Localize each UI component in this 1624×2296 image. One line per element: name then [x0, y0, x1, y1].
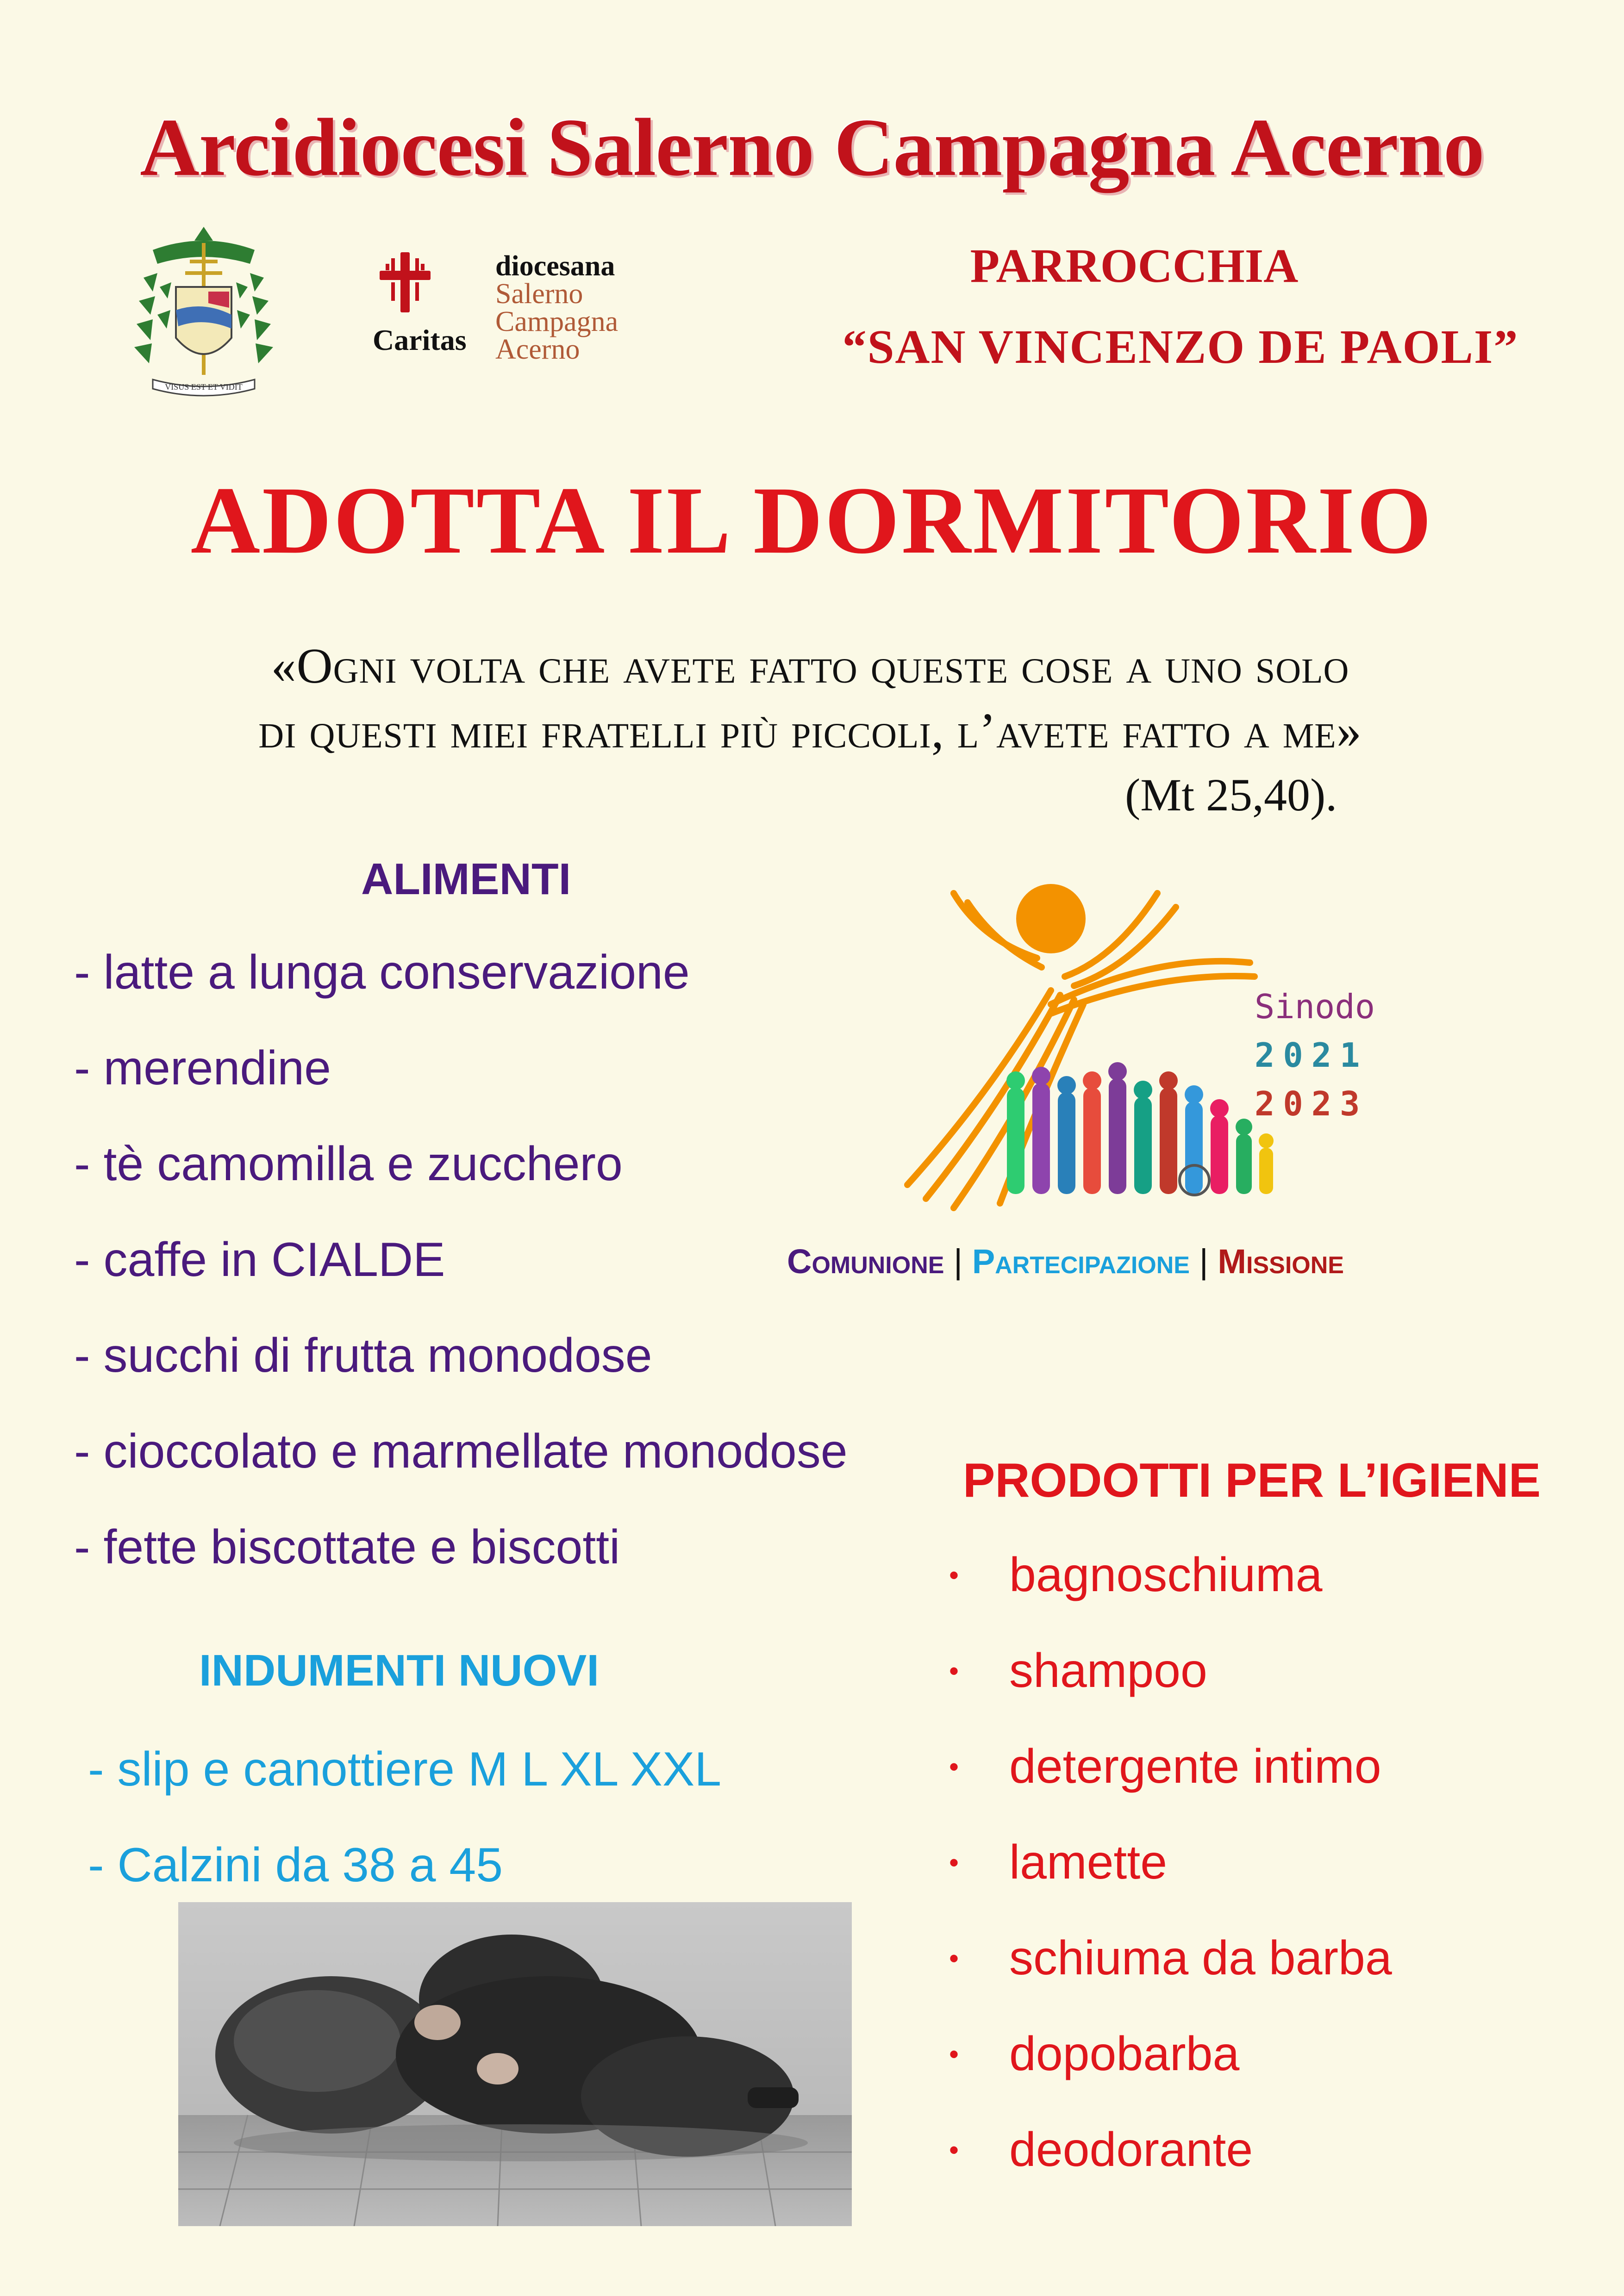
parish-name: “SAN VINCENZO DE PAOLI”: [842, 320, 1519, 373]
bullet-icon: •: [949, 2134, 959, 2165]
archdiocese-title: Arcidiocesi Salerno Campagna Acerno: [140, 101, 1484, 193]
bullet-icon: •: [949, 1751, 959, 1782]
motto-partecipazione: Partecipazione: [972, 1242, 1190, 1281]
caritas-campagna: Campagna: [495, 306, 618, 337]
clothes-heading: INDUMENTI NUOVI: [199, 1646, 599, 1695]
list-item: - succhi di frutta monodose: [74, 1329, 652, 1382]
archbishop-coat-of-arms-icon: [125, 222, 282, 417]
list-item: [949, 2006, 1392, 2102]
list-item: - slip e canottiere M L XL XXL: [88, 1742, 722, 1796]
motto-separator: |: [954, 1242, 963, 1281]
food-list: [74, 925, 848, 1595]
list-item: [949, 1815, 1392, 1910]
bullet-icon: •: [949, 1847, 959, 1878]
list-item-label: shampoo: [1009, 1644, 1207, 1698]
list-item-label: deodorante: [1009, 2123, 1253, 2177]
list-item: [949, 1910, 1392, 2006]
list-item: [949, 1623, 1392, 1719]
bullet-icon: •: [949, 1560, 959, 1591]
list-item: - fette biscottate e biscotti: [74, 1520, 620, 1574]
gospel-quote: [69, 634, 1551, 764]
list-item: - Calzini da 38 a 45: [88, 1838, 503, 1892]
list-item-label: detergente intimo: [1009, 1740, 1381, 1793]
motto-comunione: Comunione: [787, 1242, 944, 1281]
food-heading: ALIMENTI: [361, 854, 571, 904]
list-item: [949, 1527, 1392, 1623]
hygiene-heading: PRODOTTI PER L’IGIENE: [963, 1454, 1541, 1507]
caritas-acerno: Acerno: [495, 334, 580, 365]
bullet-icon: •: [949, 1655, 959, 1686]
caritas-diocesana: diocesana: [495, 250, 615, 282]
quote-line-2: di questi miei fratelli più piccoli, l’avete fatto a me»: [258, 703, 1362, 759]
synod-logo: [898, 884, 1472, 1217]
list-item: - tè camomilla e zucchero: [74, 1137, 623, 1191]
caritas-salerno: Salerno: [495, 278, 583, 310]
synod-year-2021: 2021: [1255, 1036, 1368, 1075]
hygiene-list: [949, 1527, 1392, 2198]
list-item: - cioccolato e marmellate monodose: [74, 1425, 848, 1478]
synod-word: Sinodo: [1255, 987, 1375, 1026]
list-item: - merendine: [74, 1041, 331, 1095]
list-item: - caffe in CIALDE: [74, 1233, 445, 1287]
homeless-person-photo: [178, 1902, 852, 2226]
synod-year-2023: 2023: [1255, 1084, 1368, 1123]
caritas-logo: [373, 250, 650, 389]
bullet-icon: •: [949, 1943, 959, 1974]
clothes-list: [88, 1722, 721, 1913]
crest-motto-text: VISUS EST ET VIDIT: [165, 382, 243, 392]
list-item-label: dopobarba: [1009, 2027, 1240, 2081]
list-item-label: bagnoschiuma: [1009, 1548, 1323, 1602]
bullet-icon: •: [949, 2039, 959, 2070]
list-item: [949, 2102, 1392, 2198]
motto-separator: |: [1199, 1242, 1208, 1281]
list-item: - latte a lunga conservazione: [74, 946, 690, 999]
list-item-label: schiuma da barba: [1009, 1931, 1392, 1985]
list-item-label: lamette: [1009, 1836, 1168, 1889]
caritas-brand: Caritas: [373, 324, 467, 356]
quote-line-1: «Ogni volta che avete fatto queste cose a uno solo: [271, 639, 1349, 694]
quote-reference: (Mt 25,40).: [1125, 769, 1337, 821]
caritas-cross-icon: [377, 250, 433, 315]
synod-motto: [787, 1242, 1528, 1281]
list-item: [949, 1719, 1392, 1815]
parish-label: PARROCCHIA: [970, 239, 1299, 292]
motto-missione: Missione: [1218, 1242, 1344, 1281]
headline: ADOTTA IL DORMITORIO: [190, 467, 1434, 573]
